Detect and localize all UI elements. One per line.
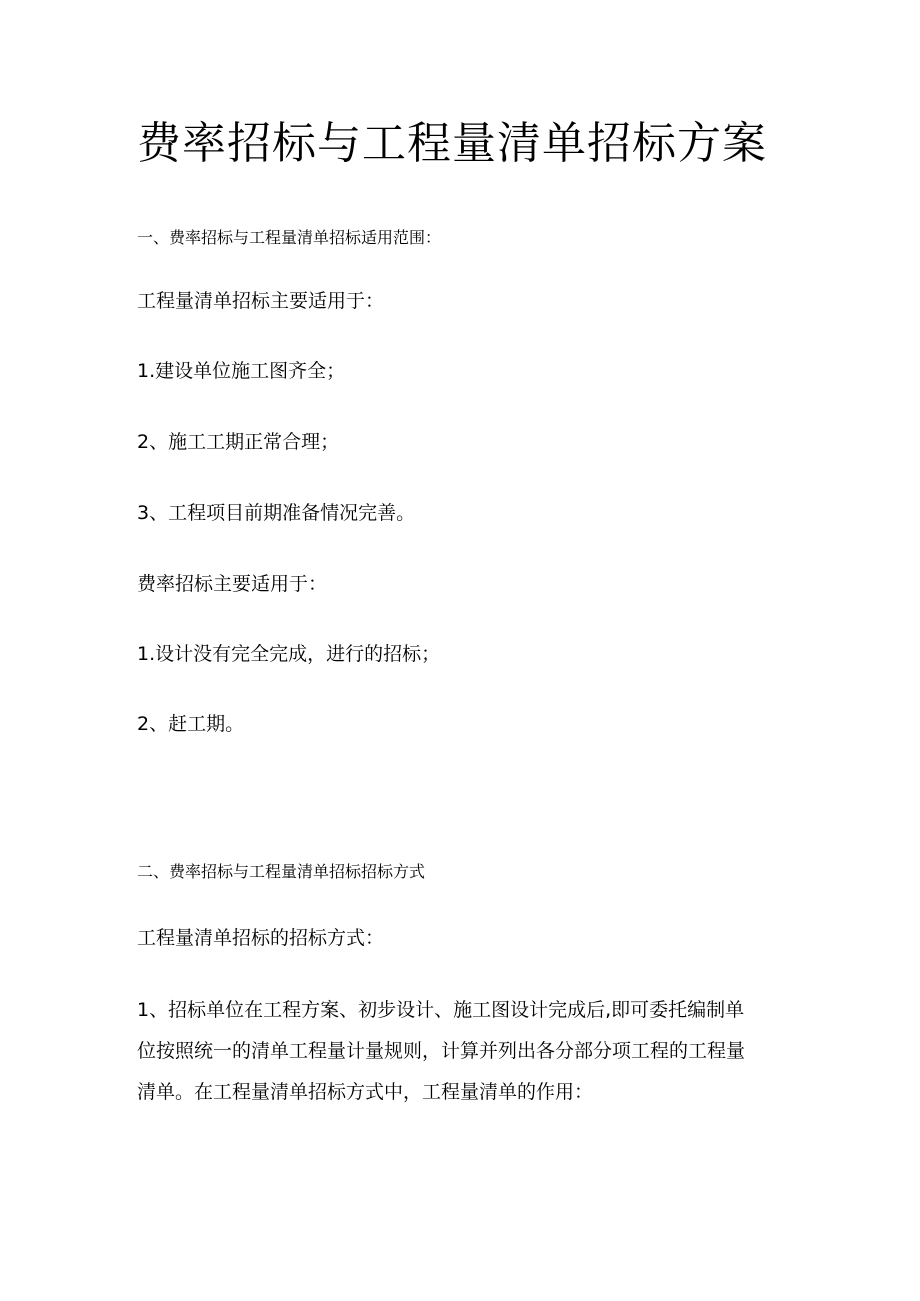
section-2-heading: 二、费率招标与工程量清单招标招标方式	[137, 862, 426, 881]
bq-method-intro: 工程量清单招标的招标方式：	[137, 927, 385, 949]
paragraph-line: 1、招标单位在工程方案、初步设计、施工图设计完成后,即可委托编制单	[137, 999, 745, 1021]
bq-applicability-intro: 工程量清单招标主要适用于：	[137, 290, 385, 312]
document-title: 费率招标与工程量清单招标方案	[137, 118, 767, 169]
bq-method-paragraph	[137, 990, 787, 1113]
rate-item-1: 1.设计没有完全完成，进行的招标；	[137, 643, 441, 665]
rate-item-2: 2、赶工期。	[137, 713, 245, 735]
paragraph-line: 位按照统一的清单工程量计量规则，计算并列出各分部分项工程的工程量	[137, 1040, 746, 1062]
bq-item-3: 3、工程项目前期准备情况完善。	[137, 502, 416, 524]
paragraph-line: 清单。在工程量清单招标方式中，工程量清单的作用：	[137, 1081, 594, 1103]
section-1-heading: 一、费率招标与工程量清单招标适用范围：	[137, 228, 442, 247]
bq-item-2: 2、施工工期正常合理；	[137, 431, 340, 453]
bq-item-1: 1.建设单位施工图齐全；	[137, 360, 346, 382]
rate-applicability-intro: 费率招标主要适用于：	[137, 573, 328, 595]
